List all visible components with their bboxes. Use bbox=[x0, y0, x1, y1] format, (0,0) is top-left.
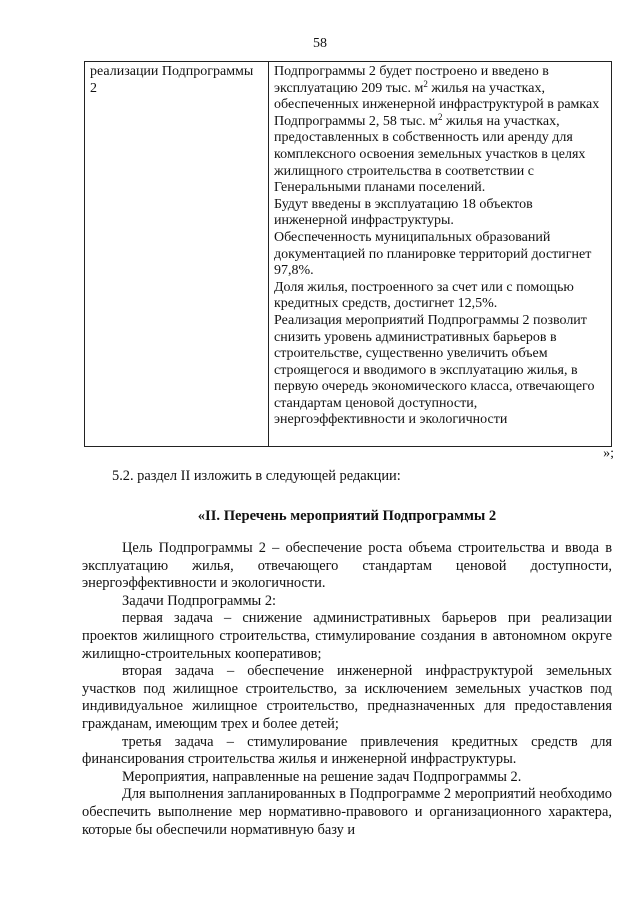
closing-quote: »; bbox=[603, 446, 614, 461]
table-row bbox=[85, 62, 612, 447]
amendment-instruction: 5.2. раздел II изложить в следующей редакции: bbox=[112, 468, 401, 484]
body-paragraph: третья задача – стимулирование привлечения кредитных средств для финансирования строительства жилья и инженерной инфраструктуры. bbox=[82, 733, 612, 768]
table-paragraph: Обеспеченность муниципальных образований документацией по планировке территорий достигнет 97,8%. bbox=[274, 229, 592, 279]
table-paragraph: Реализация мероприятий Подпрограммы 2 позволит снизить уровень административных барьеров в строительстве, существенно увеличить объем строящегося и вводимого в эксплуатацию жилья, в первую очередь экономического класса, отвечающего стандартам ценовой доступности, энергоэффективности и экологичности bbox=[274, 312, 595, 428]
body-paragraph: Цель Подпрограммы 2 – обеспечение роста объема строительства и ввода в эксплуатацию жилья, отвечающего стандартам ценовой доступности, энергоэффективности и экологичности. bbox=[82, 540, 612, 592]
table-cell-content bbox=[269, 62, 612, 447]
body-paragraph: первая задача – снижение административных барьеров при реализации проектов жилищного строительства, стимулирование создания в автономном округе жилищно-строительных кооперативов; bbox=[82, 610, 612, 662]
body-paragraph: Для выполнения запланированных в Подпрограмме 2 мероприятий необходимо обеспечить выполнение мер нормативно-правового и организационного характера, которые бы обеспечили нормативную базу и bbox=[82, 786, 612, 838]
table-paragraph: Доля жилья, построенного за счет или с помощью кредитных средств, достигнет 12,5%. bbox=[274, 279, 574, 312]
table-cell-label: реализации Подпрограммы 2 bbox=[85, 62, 269, 447]
table-paragraph: Будут введены в эксплуатацию 18 объектов инженерной инфраструктуры. bbox=[274, 196, 533, 229]
section-body bbox=[82, 540, 612, 839]
section-heading: «II. Перечень мероприятий Подпрограммы 2 bbox=[197, 508, 497, 524]
body-paragraph: Мероприятия, направленные на решение задач Подпрограммы 2. bbox=[122, 768, 522, 785]
body-paragraph: Задачи Подпрограммы 2: bbox=[122, 592, 277, 609]
table-paragraph: Подпрограммы 2 будет построено и введено в эксплуатацию 209 тыс. $м^2$ жилья на участках, обеспеченных инженерной инфраструктурой в рамках Подпрограммы 2, 58 тыс. $м^2$ жилья на участках, предоставленных в собственность или аренду для комплексного освоения земельных участков в целях жилищного строительства в соответствии с Генеральными планами поселений. bbox=[274, 64, 600, 196]
body-paragraph: вторая задача – обеспечение инженерной инфраструктурой земельных участков под жилищное строительство, за исключением земельных участков под индивидуальное жилищное строительство, предназначенных для предоставления гражданам, имеющим трех и более детей; bbox=[82, 663, 612, 732]
continuation-table bbox=[84, 61, 612, 447]
page-number: 58 bbox=[313, 36, 327, 51]
